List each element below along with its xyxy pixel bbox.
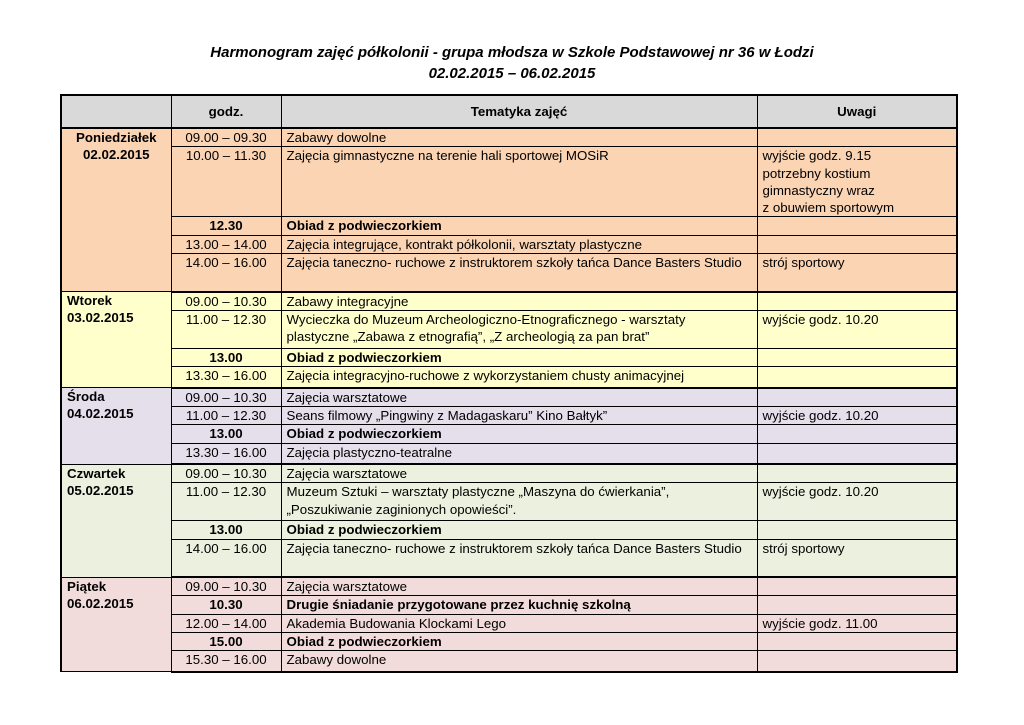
notes-cell: strój sportowy — [757, 539, 957, 577]
time-cell: 13.00 — [171, 425, 281, 443]
time-cell: 09.00 – 10.30 — [171, 292, 281, 311]
header-topic: Tematyka zajęć — [281, 95, 757, 128]
day-date: 03.02.2015 — [67, 310, 134, 326]
notes-cell — [757, 235, 957, 253]
time-cell: 13.30 – 16.00 — [171, 367, 281, 388]
header-notes: Uwagi — [757, 95, 957, 128]
schedule-row — [61, 147, 957, 217]
schedule-row — [61, 406, 957, 424]
schedule-row — [61, 217, 957, 235]
notes-cell — [757, 217, 957, 235]
header-row — [61, 95, 957, 128]
day-cell — [61, 128, 171, 292]
schedule-row — [61, 651, 957, 672]
topic-cell: Obiad z podwieczorkiem — [281, 348, 757, 366]
topic-cell: Akademia Budowania Klockami Lego — [281, 614, 757, 632]
schedule-row — [61, 443, 957, 464]
topic-cell: Drugie śniadanie przygotowane przez kuchnię szkolną — [281, 596, 757, 614]
time-cell: 15.00 — [171, 633, 281, 651]
day-cell — [61, 292, 171, 388]
time-cell: 12.00 – 14.00 — [171, 614, 281, 632]
time-cell: 09.00 – 09.30 — [171, 128, 281, 147]
topic-cell: Zabawy dowolne — [281, 651, 757, 672]
notes-cell — [757, 464, 957, 483]
schedule-row — [61, 128, 957, 147]
notes-cell — [757, 633, 957, 651]
time-cell: 13.00 – 14.00 — [171, 235, 281, 253]
schedule-row — [61, 310, 957, 348]
notes-cell: strój sportowy — [757, 254, 957, 292]
notes-cell — [757, 367, 957, 388]
day-name: Środa — [67, 389, 105, 405]
day-name: Wtorek — [67, 293, 113, 309]
schedule-row — [61, 254, 957, 292]
notes-cell — [757, 292, 957, 311]
time-cell: 13.30 – 16.00 — [171, 443, 281, 464]
schedule-row — [61, 596, 957, 614]
topic-cell: Seans filmowy „Pingwiny z Madagaskaru” Kino Bałtyk” — [281, 406, 757, 424]
topic-cell: Obiad z podwieczorkiem — [281, 633, 757, 651]
time-cell: 13.00 — [171, 521, 281, 539]
day-cell — [61, 388, 171, 464]
time-cell: 09.00 – 10.30 — [171, 577, 281, 596]
notes-cell: wyjście godz. 9.15 potrzebny kostium gimnastyczny wraz z obuwiem sportowym — [757, 147, 957, 217]
day-name: Czwartek — [67, 465, 126, 481]
header-day — [61, 95, 171, 128]
schedule-row — [61, 633, 957, 651]
day-date: 05.02.2015 — [67, 482, 134, 498]
time-cell: 13.00 — [171, 348, 281, 366]
time-cell: 15.30 – 16.00 — [171, 651, 281, 672]
schedule-row — [61, 235, 957, 253]
schedule-row — [61, 292, 957, 311]
day-cell — [61, 577, 171, 672]
notes-cell: wyjście godz. 11.00 — [757, 614, 957, 632]
schedule-row — [61, 614, 957, 632]
notes-cell — [757, 128, 957, 147]
topic-cell: Zabawy integracyjne — [281, 292, 757, 311]
topic-cell: Zajęcia integracyjno-ruchowe z wykorzystaniem chusty animacyjnej — [281, 367, 757, 388]
day-cell — [61, 464, 171, 577]
day-name: Poniedziałek — [75, 130, 157, 145]
time-cell: 12.30 — [171, 217, 281, 235]
time-cell: 11.00 – 12.30 — [171, 483, 281, 521]
document-title: Harmonogram zajęć półkolonii - grupa młodsza w Szkole Podstawowej nr 36 w Łodzi — [210, 44, 814, 61]
topic-cell: Zajęcia taneczno- ruchowe z instruktorem szkoły tańca Dance Basters Studio — [281, 254, 757, 292]
topic-cell: Zajęcia warsztatowe — [281, 464, 757, 483]
schedule-row — [61, 539, 957, 577]
notes-cell — [757, 651, 957, 672]
document-date-range: 02.02.2015 – 06.02.2015 — [428, 65, 596, 82]
schedule-row — [61, 464, 957, 483]
topic-cell: Zajęcia warsztatowe — [281, 577, 757, 596]
topic-cell: Zabawy dowolne — [281, 128, 757, 147]
topic-cell: Obiad z podwieczorkiem — [281, 425, 757, 443]
day-name: Piątek — [67, 578, 107, 594]
day-date: 06.02.2015 — [67, 595, 134, 611]
time-cell: 11.00 – 12.30 — [171, 406, 281, 424]
notes-cell — [757, 443, 957, 464]
topic-cell: Muzeum Sztuki – warsztaty plastyczne „Maszyna do ćwierkania”, „Poszukiwanie zaginionych opowieści”. — [281, 483, 757, 521]
schedule-row — [61, 348, 957, 366]
topic-cell: Zajęcia gimnastyczne na terenie hali sportowej MOSiR — [281, 147, 757, 217]
notes-cell: wyjście godz. 10.20 — [757, 483, 957, 521]
notes-cell — [757, 596, 957, 614]
notes-cell — [757, 521, 957, 539]
schedule-row — [61, 521, 957, 539]
topic-cell: Zajęcia integrujące, kontrakt półkolonii, warsztaty plastyczne — [281, 235, 757, 253]
schedule-row — [61, 367, 957, 388]
time-cell: 11.00 – 12.30 — [171, 310, 281, 348]
time-cell: 09.00 – 10.30 — [171, 464, 281, 483]
time-cell: 14.00 – 16.00 — [171, 254, 281, 292]
time-cell: 10.00 – 11.30 — [171, 147, 281, 217]
schedule-body — [61, 128, 957, 672]
notes-cell — [757, 577, 957, 596]
topic-cell: Wycieczka do Muzeum Archeologiczno-Etnograficznego - warsztaty plastyczne „Zabawa z etnografią”, „Z archeologią za pan brat” — [281, 310, 757, 348]
topic-cell: Zajęcia plastyczno-teatralne — [281, 443, 757, 464]
notes-cell — [757, 348, 957, 366]
topic-cell: Obiad z podwieczorkiem — [281, 521, 757, 539]
time-cell: 10.30 — [171, 596, 281, 614]
schedule-row — [61, 388, 957, 407]
schedule-row — [61, 425, 957, 443]
schedule-row — [61, 577, 957, 596]
time-cell: 09.00 – 10.30 — [171, 388, 281, 407]
header-time: godz. — [171, 95, 281, 128]
notes-cell: wyjście godz. 10.20 — [757, 406, 957, 424]
topic-cell: Obiad z podwieczorkiem — [281, 217, 757, 235]
time-cell: 14.00 – 16.00 — [171, 539, 281, 577]
schedule-row — [61, 483, 957, 521]
notes-cell — [757, 425, 957, 443]
topic-cell: Zajęcia warsztatowe — [281, 388, 757, 407]
topic-cell: Zajęcia taneczno- ruchowe z instruktorem szkoły tańca Dance Basters Studio — [281, 539, 757, 577]
notes-cell — [757, 388, 957, 407]
day-date: 04.02.2015 — [67, 406, 134, 422]
notes-cell: wyjście godz. 10.20 — [757, 310, 957, 348]
day-date: 02.02.2015 — [82, 147, 150, 163]
schedule-table — [60, 94, 958, 673]
